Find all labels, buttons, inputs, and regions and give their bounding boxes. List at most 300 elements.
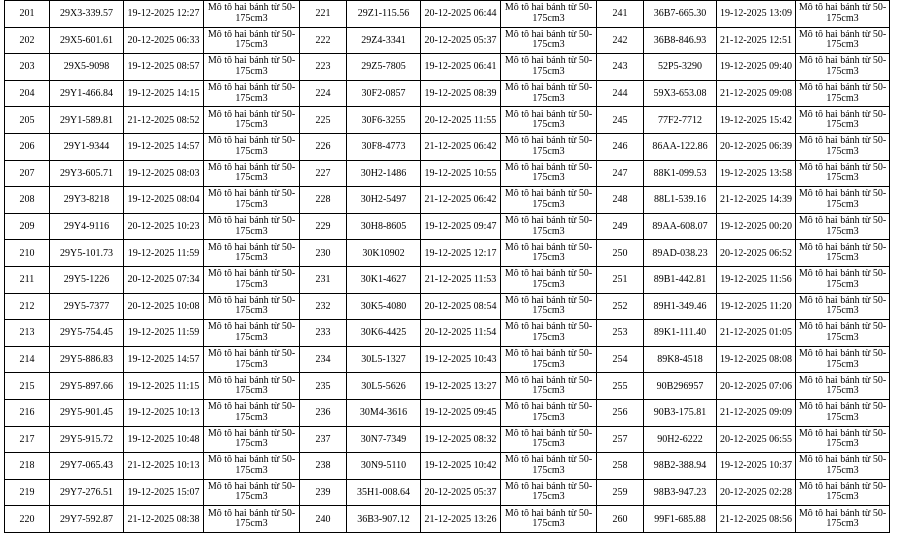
plate-number: 89AD-038.23 xyxy=(644,240,717,267)
table-row xyxy=(300,346,597,373)
plate-number: 29Y5-897.66 xyxy=(50,373,124,400)
table-row xyxy=(300,54,597,81)
vehicle-type: Mô tô hai bánh từ 50-175cm3 xyxy=(501,346,597,373)
vehicle-type: Mô tô hai bánh từ 50-175cm3 xyxy=(204,293,300,320)
table-row xyxy=(300,373,597,400)
table-row xyxy=(597,160,890,187)
plate-number: 29Y5-886.83 xyxy=(50,346,124,373)
plate-number: 29Y3-8218 xyxy=(50,187,124,214)
row-index: 260 xyxy=(597,506,644,533)
vehicle-type: Mô tô hai bánh từ 50-175cm3 xyxy=(796,506,890,533)
row-index: 219 xyxy=(5,479,50,506)
table-row xyxy=(597,426,890,453)
row-index: 209 xyxy=(5,213,50,240)
vehicle-type: Mô tô hai bánh từ 50-175cm3 xyxy=(204,506,300,533)
table-row xyxy=(300,240,597,267)
table-row xyxy=(300,1,597,28)
row-index: 251 xyxy=(597,266,644,293)
violation-time: 21-12-2025 06:42 xyxy=(421,187,501,214)
vehicle-type: Mô tô hai bánh từ 50-175cm3 xyxy=(796,27,890,54)
violation-time: 20-12-2025 02:28 xyxy=(717,479,796,506)
row-index: 230 xyxy=(300,240,347,267)
violation-time: 20-12-2025 10:23 xyxy=(124,213,204,240)
table-row xyxy=(597,240,890,267)
violation-table-1 xyxy=(4,0,300,533)
plate-number: 29Y5-1226 xyxy=(50,266,124,293)
table-row xyxy=(5,80,300,107)
row-index: 201 xyxy=(5,1,50,28)
table-row xyxy=(5,107,300,134)
violation-time: 20-12-2025 10:08 xyxy=(124,293,204,320)
table-row xyxy=(300,293,597,320)
row-index: 249 xyxy=(597,213,644,240)
table-row xyxy=(597,187,890,214)
table-row xyxy=(300,80,597,107)
plate-number: 90B296957 xyxy=(644,373,717,400)
violation-time: 19-12-2025 13:58 xyxy=(717,160,796,187)
vehicle-type: Mô tô hai bánh từ 50-175cm3 xyxy=(204,399,300,426)
table-row xyxy=(5,27,300,54)
plate-number: 89K1-111.40 xyxy=(644,320,717,347)
violation-time: 21-12-2025 13:26 xyxy=(421,506,501,533)
row-index: 217 xyxy=(5,426,50,453)
plate-number: 30K6-4425 xyxy=(347,320,421,347)
plate-number: 29X5-9098 xyxy=(50,54,124,81)
vehicle-type: Mô tô hai bánh từ 50-175cm3 xyxy=(204,1,300,28)
violation-time: 19-12-2025 09:47 xyxy=(421,213,501,240)
row-index: 252 xyxy=(597,293,644,320)
plate-number: 89K8-4518 xyxy=(644,346,717,373)
row-index: 258 xyxy=(597,453,644,480)
row-index: 241 xyxy=(597,1,644,28)
violation-table-2 xyxy=(299,0,597,533)
plate-number: 29Y1-466.84 xyxy=(50,80,124,107)
violation-time: 20-12-2025 06:39 xyxy=(717,133,796,160)
plate-number: 98B3-947.23 xyxy=(644,479,717,506)
violation-time: 19-12-2025 13:27 xyxy=(421,373,501,400)
violation-time: 20-12-2025 08:54 xyxy=(421,293,501,320)
row-index: 221 xyxy=(300,1,347,28)
vehicle-type: Mô tô hai bánh từ 50-175cm3 xyxy=(796,187,890,214)
row-index: 244 xyxy=(597,80,644,107)
plate-number: 36B7-665.30 xyxy=(644,1,717,28)
vehicle-type: Mô tô hai bánh từ 50-175cm3 xyxy=(204,373,300,400)
vehicle-type: Mô tô hai bánh từ 50-175cm3 xyxy=(796,80,890,107)
vehicle-type: Mô tô hai bánh từ 50-175cm3 xyxy=(796,54,890,81)
vehicle-type: Mô tô hai bánh từ 50-175cm3 xyxy=(501,426,597,453)
violation-time: 21-12-2025 14:39 xyxy=(717,187,796,214)
vehicle-type: Mô tô hai bánh từ 50-175cm3 xyxy=(796,240,890,267)
violation-time: 21-12-2025 08:52 xyxy=(124,107,204,134)
plate-number: 29Z5-7805 xyxy=(347,54,421,81)
plate-number: 30K10902 xyxy=(347,240,421,267)
table-row xyxy=(5,320,300,347)
violation-time: 19-12-2025 08:03 xyxy=(124,160,204,187)
violation-time: 19-12-2025 09:45 xyxy=(421,399,501,426)
vehicle-type: Mô tô hai bánh từ 50-175cm3 xyxy=(204,479,300,506)
plate-number: 90B3-175.81 xyxy=(644,399,717,426)
plate-number: 30H2-5497 xyxy=(347,187,421,214)
vehicle-type: Mô tô hai bánh từ 50-175cm3 xyxy=(501,293,597,320)
violation-time: 19-12-2025 10:37 xyxy=(717,453,796,480)
row-index: 211 xyxy=(5,266,50,293)
plate-number: 98B2-388.94 xyxy=(644,453,717,480)
vehicle-type: Mô tô hai bánh từ 50-175cm3 xyxy=(501,80,597,107)
vehicle-type: Mô tô hai bánh từ 50-175cm3 xyxy=(204,160,300,187)
violation-time: 19-12-2025 10:43 xyxy=(421,346,501,373)
plate-number: 99F1-685.88 xyxy=(644,506,717,533)
vehicle-type: Mô tô hai bánh từ 50-175cm3 xyxy=(204,213,300,240)
violation-time: 19-12-2025 08:32 xyxy=(421,426,501,453)
table-row xyxy=(300,479,597,506)
row-index: 227 xyxy=(300,160,347,187)
table-row xyxy=(597,293,890,320)
vehicle-type: Mô tô hai bánh từ 50-175cm3 xyxy=(204,54,300,81)
plate-number: 29Y5-915.72 xyxy=(50,426,124,453)
plate-number: 30H2-1486 xyxy=(347,160,421,187)
violation-time: 20-12-2025 07:06 xyxy=(717,373,796,400)
table-row xyxy=(597,506,890,533)
plate-number: 30F8-4773 xyxy=(347,133,421,160)
row-index: 232 xyxy=(300,293,347,320)
vehicle-type: Mô tô hai bánh từ 50-175cm3 xyxy=(501,506,597,533)
plate-number: 36B8-846.93 xyxy=(644,27,717,54)
violation-time: 19-12-2025 15:07 xyxy=(124,479,204,506)
violation-time: 19-12-2025 13:09 xyxy=(717,1,796,28)
table-row xyxy=(5,373,300,400)
table-row xyxy=(300,399,597,426)
plate-number: 30L5-5626 xyxy=(347,373,421,400)
plate-number: 86AA-122.86 xyxy=(644,133,717,160)
vehicle-type: Mô tô hai bánh từ 50-175cm3 xyxy=(204,187,300,214)
row-index: 255 xyxy=(597,373,644,400)
row-index: 237 xyxy=(300,426,347,453)
table-row xyxy=(597,213,890,240)
vehicle-type: Mô tô hai bánh từ 50-175cm3 xyxy=(501,399,597,426)
plate-number: 29Y1-9344 xyxy=(50,133,124,160)
row-index: 229 xyxy=(300,213,347,240)
vehicle-type: Mô tô hai bánh từ 50-175cm3 xyxy=(204,133,300,160)
plate-number: 30F2-0857 xyxy=(347,80,421,107)
row-index: 235 xyxy=(300,373,347,400)
violation-time: 21-12-2025 08:38 xyxy=(124,506,204,533)
vehicle-type: Mô tô hai bánh từ 50-175cm3 xyxy=(204,320,300,347)
violation-time: 19-12-2025 08:39 xyxy=(421,80,501,107)
row-index: 238 xyxy=(300,453,347,480)
violation-time: 19-12-2025 11:56 xyxy=(717,266,796,293)
row-index: 234 xyxy=(300,346,347,373)
table-row xyxy=(300,187,597,214)
violation-time: 19-12-2025 00:20 xyxy=(717,213,796,240)
row-index: 254 xyxy=(597,346,644,373)
vehicle-type: Mô tô hai bánh từ 50-175cm3 xyxy=(501,187,597,214)
table-row xyxy=(5,213,300,240)
violation-time: 21-12-2025 06:42 xyxy=(421,133,501,160)
row-index: 226 xyxy=(300,133,347,160)
vehicle-type: Mô tô hai bánh từ 50-175cm3 xyxy=(501,54,597,81)
row-index: 207 xyxy=(5,160,50,187)
vehicle-type: Mô tô hai bánh từ 50-175cm3 xyxy=(501,213,597,240)
plate-number: 90H2-6222 xyxy=(644,426,717,453)
table-row xyxy=(5,1,300,28)
row-index: 213 xyxy=(5,320,50,347)
vehicle-type: Mô tô hai bánh từ 50-175cm3 xyxy=(204,426,300,453)
row-index: 259 xyxy=(597,479,644,506)
table-row xyxy=(5,426,300,453)
table-row xyxy=(597,373,890,400)
vehicle-type: Mô tô hai bánh từ 50-175cm3 xyxy=(796,160,890,187)
table-row xyxy=(300,133,597,160)
table-row xyxy=(597,399,890,426)
plate-number: 29Y5-901.45 xyxy=(50,399,124,426)
violation-time: 19-12-2025 12:17 xyxy=(421,240,501,267)
violation-time: 20-12-2025 06:52 xyxy=(717,240,796,267)
table-row xyxy=(597,133,890,160)
row-index: 210 xyxy=(5,240,50,267)
row-index: 222 xyxy=(300,27,347,54)
vehicle-type: Mô tô hai bánh từ 50-175cm3 xyxy=(796,399,890,426)
violation-time: 20-12-2025 07:34 xyxy=(124,266,204,293)
violation-time: 19-12-2025 15:42 xyxy=(717,107,796,134)
plate-number: 36B3-907.12 xyxy=(347,506,421,533)
vehicle-type: Mô tô hai bánh từ 50-175cm3 xyxy=(796,453,890,480)
table-row xyxy=(300,107,597,134)
table-row xyxy=(300,160,597,187)
row-index: 224 xyxy=(300,80,347,107)
vehicle-type: Mô tô hai bánh từ 50-175cm3 xyxy=(204,27,300,54)
row-index: 253 xyxy=(597,320,644,347)
vehicle-type: Mô tô hai bánh từ 50-175cm3 xyxy=(796,479,890,506)
violation-time: 19-12-2025 08:08 xyxy=(717,346,796,373)
table-row xyxy=(300,426,597,453)
table-row xyxy=(597,266,890,293)
table-row xyxy=(300,453,597,480)
violation-time: 19-12-2025 14:15 xyxy=(124,80,204,107)
table-body xyxy=(597,1,890,533)
plate-number: 59X3-653.08 xyxy=(644,80,717,107)
vehicle-type: Mô tô hai bánh từ 50-175cm3 xyxy=(796,346,890,373)
vehicle-type: Mô tô hai bánh từ 50-175cm3 xyxy=(796,266,890,293)
row-index: 248 xyxy=(597,187,644,214)
table-row xyxy=(5,240,300,267)
violation-time: 19-12-2025 08:57 xyxy=(124,54,204,81)
plate-number: 29Y5-754.45 xyxy=(50,320,124,347)
plate-number: 89H1-349.46 xyxy=(644,293,717,320)
row-index: 218 xyxy=(5,453,50,480)
vehicle-type: Mô tô hai bánh từ 50-175cm3 xyxy=(204,80,300,107)
table-body xyxy=(300,1,597,533)
row-index: 242 xyxy=(597,27,644,54)
row-index: 212 xyxy=(5,293,50,320)
violation-time: 19-12-2025 14:57 xyxy=(124,346,204,373)
row-index: 243 xyxy=(597,54,644,81)
vehicle-type: Mô tô hai bánh từ 50-175cm3 xyxy=(501,240,597,267)
plate-number: 29Y4-9116 xyxy=(50,213,124,240)
plate-number: 29X3-339.57 xyxy=(50,1,124,28)
violation-time: 21-12-2025 10:13 xyxy=(124,453,204,480)
row-index: 202 xyxy=(5,27,50,54)
table-row xyxy=(300,266,597,293)
plate-number: 30L5-1327 xyxy=(347,346,421,373)
table-row xyxy=(5,506,300,533)
violation-time: 19-12-2025 10:42 xyxy=(421,453,501,480)
table-row xyxy=(5,133,300,160)
table-row xyxy=(5,479,300,506)
plate-number: 29Y7-592.87 xyxy=(50,506,124,533)
violation-table-3 xyxy=(596,0,890,533)
plate-number: 30N7-7349 xyxy=(347,426,421,453)
row-index: 215 xyxy=(5,373,50,400)
vehicle-type: Mô tô hai bánh từ 50-175cm3 xyxy=(204,346,300,373)
row-index: 257 xyxy=(597,426,644,453)
row-index: 205 xyxy=(5,107,50,134)
vehicle-type: Mô tô hai bánh từ 50-175cm3 xyxy=(204,240,300,267)
plate-number: 29Y5-101.73 xyxy=(50,240,124,267)
table-row xyxy=(597,107,890,134)
violation-time: 21-12-2025 12:51 xyxy=(717,27,796,54)
violation-time: 19-12-2025 06:41 xyxy=(421,54,501,81)
violation-time: 20-12-2025 11:54 xyxy=(421,320,501,347)
table-row xyxy=(5,160,300,187)
plate-number: 29Y7-276.51 xyxy=(50,479,124,506)
table-row xyxy=(597,479,890,506)
plate-number: 29Y7-065.43 xyxy=(50,453,124,480)
row-index: 214 xyxy=(5,346,50,373)
plate-number: 35H1-008.64 xyxy=(347,479,421,506)
plate-number: 29Z1-115.56 xyxy=(347,1,421,28)
row-index: 225 xyxy=(300,107,347,134)
plate-number: 29Y3-605.71 xyxy=(50,160,124,187)
table-row xyxy=(5,399,300,426)
violation-time: 20-12-2025 05:37 xyxy=(421,479,501,506)
vehicle-type: Mô tô hai bánh từ 50-175cm3 xyxy=(501,453,597,480)
vehicle-type: Mô tô hai bánh từ 50-175cm3 xyxy=(796,1,890,28)
table-row xyxy=(597,80,890,107)
violation-time: 20-12-2025 05:37 xyxy=(421,27,501,54)
table-row xyxy=(5,266,300,293)
row-index: 208 xyxy=(5,187,50,214)
row-index: 228 xyxy=(300,187,347,214)
vehicle-type: Mô tô hai bánh từ 50-175cm3 xyxy=(796,426,890,453)
vehicle-type: Mô tô hai bánh từ 50-175cm3 xyxy=(204,453,300,480)
violation-time: 19-12-2025 12:27 xyxy=(124,1,204,28)
violation-time: 19-12-2025 08:04 xyxy=(124,187,204,214)
violation-time: 19-12-2025 10:13 xyxy=(124,399,204,426)
plate-number: 30M4-3616 xyxy=(347,399,421,426)
vehicle-type: Mô tô hai bánh từ 50-175cm3 xyxy=(501,266,597,293)
violation-time: 19-12-2025 10:48 xyxy=(124,426,204,453)
plate-number: 29X5-601.61 xyxy=(50,27,124,54)
plate-number: 89AA-608.07 xyxy=(644,213,717,240)
row-index: 223 xyxy=(300,54,347,81)
table-row xyxy=(300,27,597,54)
violation-time: 21-12-2025 09:09 xyxy=(717,399,796,426)
table-row xyxy=(597,453,890,480)
plate-number: 88K1-099.53 xyxy=(644,160,717,187)
plate-number: 88L1-539.16 xyxy=(644,187,717,214)
plate-number: 52P5-3290 xyxy=(644,54,717,81)
row-index: 204 xyxy=(5,80,50,107)
plate-number: 29Y1-589.81 xyxy=(50,107,124,134)
violation-time: 19-12-2025 10:55 xyxy=(421,160,501,187)
row-index: 203 xyxy=(5,54,50,81)
table-row xyxy=(597,27,890,54)
row-index: 233 xyxy=(300,320,347,347)
table-row xyxy=(5,346,300,373)
violation-time: 21-12-2025 09:08 xyxy=(717,80,796,107)
plate-number: 30N9-5110 xyxy=(347,453,421,480)
table-row xyxy=(300,320,597,347)
row-index: 216 xyxy=(5,399,50,426)
vehicle-type: Mô tô hai bánh từ 50-175cm3 xyxy=(204,266,300,293)
violation-time: 21-12-2025 11:53 xyxy=(421,266,501,293)
vehicle-type: Mô tô hai bánh từ 50-175cm3 xyxy=(501,107,597,134)
row-index: 240 xyxy=(300,506,347,533)
violation-time: 20-12-2025 06:33 xyxy=(124,27,204,54)
vehicle-type: Mô tô hai bánh từ 50-175cm3 xyxy=(796,373,890,400)
row-index: 247 xyxy=(597,160,644,187)
violation-time: 20-12-2025 11:55 xyxy=(421,107,501,134)
plate-number: 89B1-442.81 xyxy=(644,266,717,293)
row-index: 231 xyxy=(300,266,347,293)
row-index: 250 xyxy=(597,240,644,267)
plate-number: 29Y5-7377 xyxy=(50,293,124,320)
row-index: 220 xyxy=(5,506,50,533)
vehicle-type: Mô tô hai bánh từ 50-175cm3 xyxy=(501,320,597,347)
row-index: 239 xyxy=(300,479,347,506)
violation-time: 20-12-2025 06:44 xyxy=(421,1,501,28)
table-row xyxy=(5,187,300,214)
table-row xyxy=(5,453,300,480)
table-row xyxy=(5,293,300,320)
vehicle-type: Mô tô hai bánh từ 50-175cm3 xyxy=(501,373,597,400)
violation-time: 19-12-2025 11:15 xyxy=(124,373,204,400)
table-row xyxy=(5,54,300,81)
row-index: 246 xyxy=(597,133,644,160)
row-index: 245 xyxy=(597,107,644,134)
violation-time: 21-12-2025 08:56 xyxy=(717,506,796,533)
table-body xyxy=(5,1,300,533)
violation-time: 21-12-2025 01:05 xyxy=(717,320,796,347)
table-row xyxy=(300,213,597,240)
plate-number: 77F2-7712 xyxy=(644,107,717,134)
violation-time: 20-12-2025 06:55 xyxy=(717,426,796,453)
table-row xyxy=(597,1,890,28)
vehicle-type: Mô tô hai bánh từ 50-175cm3 xyxy=(796,213,890,240)
violation-time: 19-12-2025 14:57 xyxy=(124,133,204,160)
vehicle-type: Mô tô hai bánh từ 50-175cm3 xyxy=(796,293,890,320)
plate-number: 30H8-8605 xyxy=(347,213,421,240)
plate-number: 30K1-4627 xyxy=(347,266,421,293)
row-index: 236 xyxy=(300,399,347,426)
vehicle-type: Mô tô hai bánh từ 50-175cm3 xyxy=(204,107,300,134)
vehicle-type: Mô tô hai bánh từ 50-175cm3 xyxy=(796,320,890,347)
table-row xyxy=(597,54,890,81)
row-index: 256 xyxy=(597,399,644,426)
vehicle-type: Mô tô hai bánh từ 50-175cm3 xyxy=(796,133,890,160)
vehicle-type: Mô tô hai bánh từ 50-175cm3 xyxy=(501,1,597,28)
vehicle-type: Mô tô hai bánh từ 50-175cm3 xyxy=(501,27,597,54)
vehicle-type: Mô tô hai bánh từ 50-175cm3 xyxy=(501,133,597,160)
vehicle-type: Mô tô hai bánh từ 50-175cm3 xyxy=(501,160,597,187)
table-row xyxy=(300,506,597,533)
violation-time: 19-12-2025 11:59 xyxy=(124,240,204,267)
plate-number: 30F6-3255 xyxy=(347,107,421,134)
violation-time: 19-12-2025 11:59 xyxy=(124,320,204,347)
vehicle-type: Mô tô hai bánh từ 50-175cm3 xyxy=(501,479,597,506)
row-index: 206 xyxy=(5,133,50,160)
violation-time: 19-12-2025 09:40 xyxy=(717,54,796,81)
